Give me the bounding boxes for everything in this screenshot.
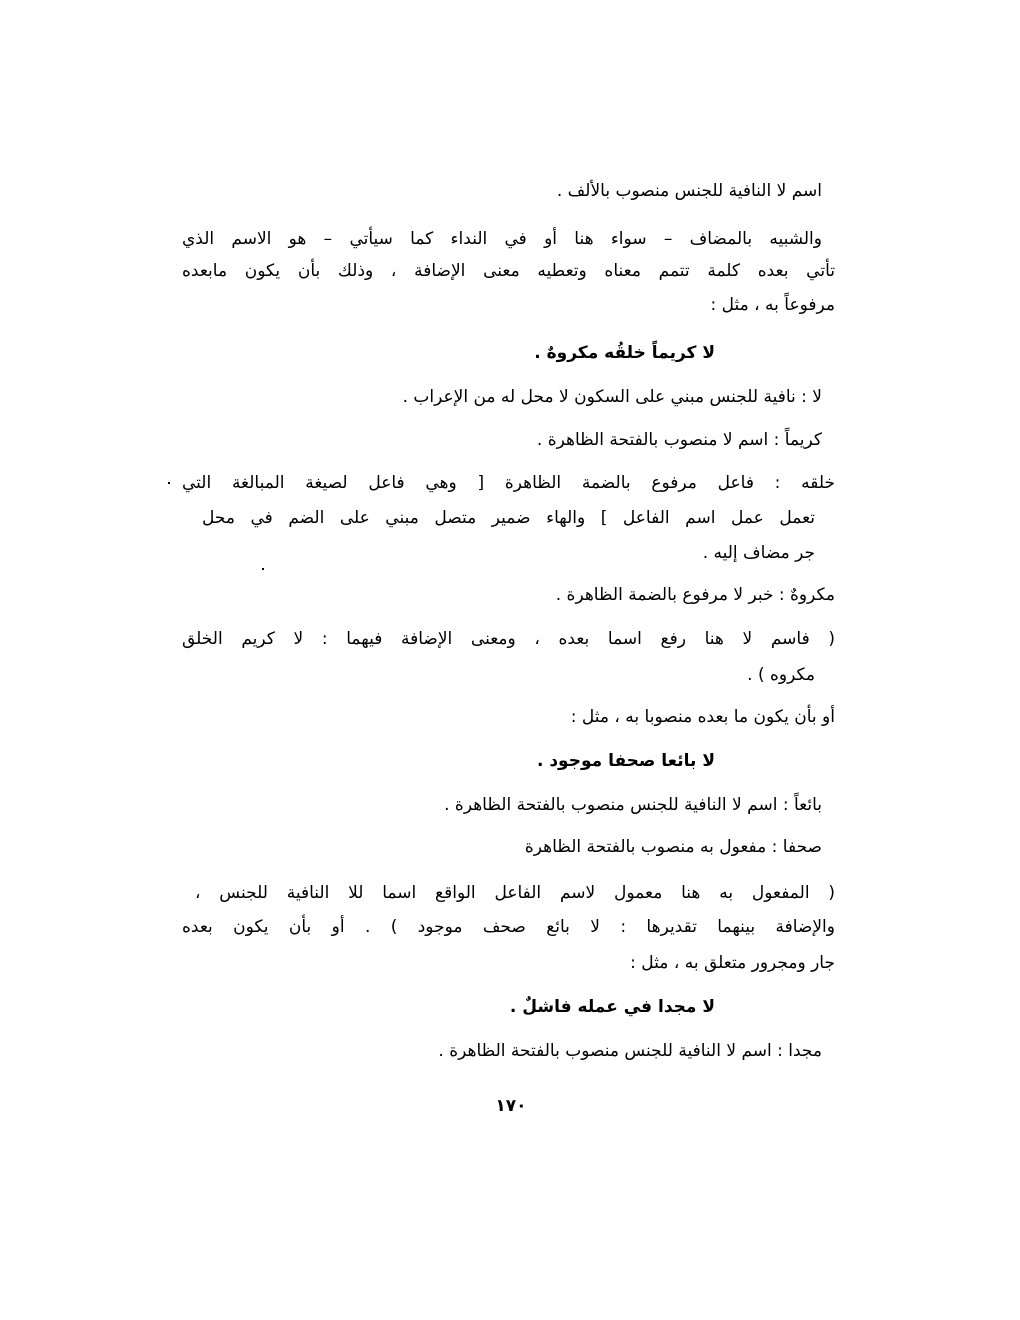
parsing-line: صحفا : مفعول به منصوب بالفتحة الظاهرة [524, 837, 822, 857]
parenthetical-continuation: مكروه ) . [747, 665, 815, 685]
page-number: ١٧٠ [495, 1096, 527, 1116]
paragraph-line: تأتي بعده كلمة تتمم معناه وتعطيه معنى الإضافة ، وذلك بأن يكون مابعده [182, 261, 835, 281]
parsing-continuation: جر مضاف إليه . [702, 543, 815, 563]
example-sentence: لا بائعا صحفا موجود . [536, 751, 715, 771]
paragraph-line: والشبيه بالمضاف – سواء هنا أو في النداء كما سيأتي – هو الاسم الذي [182, 229, 822, 249]
paragraph-line: مرفوعاً به ، مثل : [710, 295, 835, 315]
paragraph-line: جار ومجرور متعلق به ، مثل : [630, 953, 835, 973]
parenthetical-line: ( فاسم لا هنا رفع اسما بعده ، ومعنى الإضافة فيهما : لا كريم الخلق [182, 629, 835, 649]
paragraph-line: أو بأن يكون ما بعده منصوبا به ، مثل : [570, 707, 835, 727]
parsing-line: كريماً : اسم لا منصوب بالفتحة الظاهرة . [536, 430, 822, 450]
parenthetical-line: ( المفعول به هنا معمول لاسم الفاعل الواقع اسما للا النافية للجنس ، [195, 883, 835, 903]
parsing-line: لا : نافية للجنس مبني على السكون لا محل له من الإعراب . [402, 387, 822, 407]
scan-speck [168, 482, 170, 484]
parsing-line: مكروهٌ : خبر لا مرفوع بالضمة الظاهرة . [555, 585, 835, 605]
parsing-continuation: تعمل عمل اسم الفاعل ] والهاء ضمير متصل مبني على الضم في محل [202, 508, 815, 528]
scan-speck [262, 568, 264, 570]
parsing-line: مجدا : اسم لا النافية للجنس منصوب بالفتحة الظاهرة . [438, 1041, 822, 1061]
example-sentence: لا مجدا في عمله فاشلٌ . [509, 997, 715, 1017]
text-line: اسم لا النافية للجنس منصوب بالألف . [556, 181, 822, 201]
parsing-line: خلقه : فاعل مرفوع بالضمة الظاهرة [ وهي فاعل لصيغة المبالغة التي [182, 473, 835, 493]
parsing-line: بائعاً : اسم لا النافية للجنس منصوب بالفتحة الظاهرة . [444, 795, 822, 815]
example-sentence: لا كريماً خلقُه مكروهٌ . [534, 343, 715, 363]
parenthetical-line: والإضافة بينهما تقديرها : لا بائع صحف موجود ) . أو بأن يكون بعده [182, 917, 835, 937]
